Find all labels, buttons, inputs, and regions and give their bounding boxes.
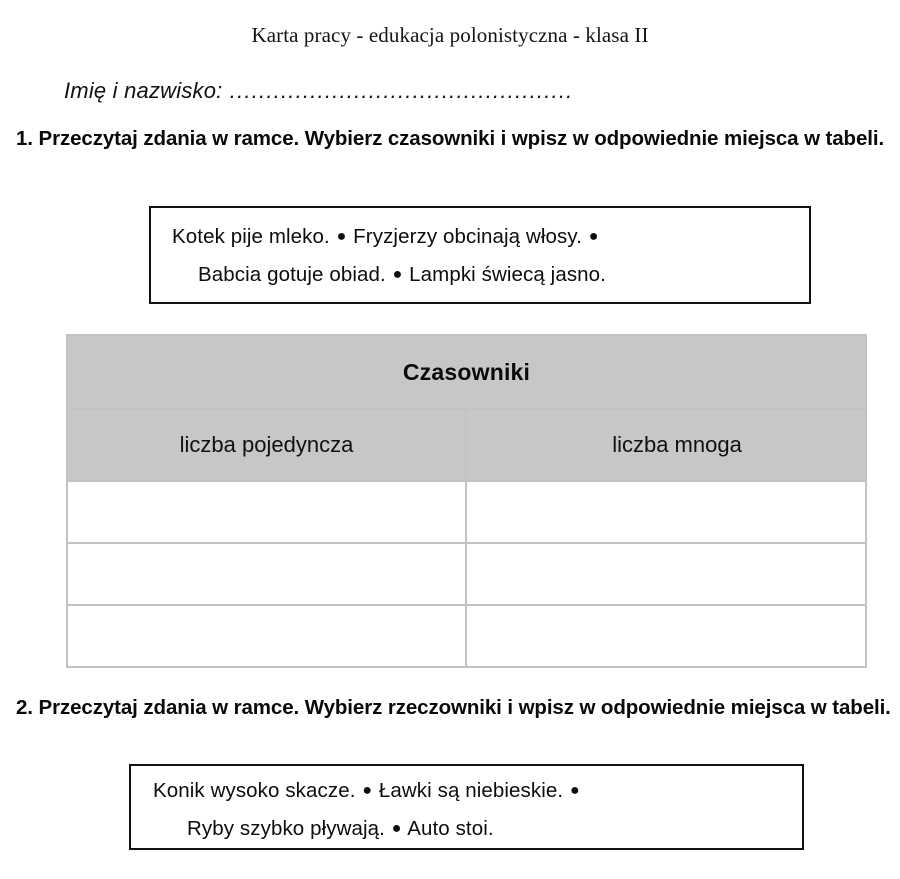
name-field-label: Imię i nazwisko: [64, 78, 223, 103]
page-title: Karta pracy - edukacja polonistyczna - klasa II [251, 23, 649, 47]
czasowniki-table [66, 334, 867, 668]
sentence-text: Kotek pije mleko. [172, 225, 330, 248]
task-1-instruction: 1. Przeczytaj zdania w ramce. Wybierz czasowniki i wpisz w odpowiednie miejsca w tabeli. [16, 127, 885, 150]
task-1-sentence-box [149, 206, 811, 304]
bullet-separator-icon: ● [391, 820, 402, 837]
sentence-text: Konik wysoko skacze. [153, 779, 356, 802]
task-2-instruction: 2. Przeczytaj zdania w ramce. Wybierz rzeczowniki i wpisz w odpowiednie miejsca w tabeli. [16, 696, 891, 719]
bullet-separator-icon: ● [570, 782, 580, 799]
answer-cell-plural[interactable] [466, 543, 866, 605]
name-field-dotted-line: ............................................... [222, 78, 574, 103]
sentence-text: Lampki świecą jasno. [409, 263, 606, 286]
sentence-text: Ryby szybko pływają. [187, 817, 385, 840]
bullet-separator-icon: ● [362, 782, 373, 799]
bullet-separator-icon: ● [336, 228, 347, 245]
bullet-separator-icon: ● [392, 266, 403, 283]
table-main-header: Czasowniki [67, 335, 866, 409]
answer-cell-plural[interactable] [466, 605, 866, 667]
sentence-text: Ławki są niebieskie. [378, 779, 564, 802]
table-subheader-row [67, 409, 866, 481]
bullet-separator-icon: ● [588, 228, 599, 245]
column-header-plural: liczba mnoga [466, 409, 866, 481]
answer-cell-singular[interactable] [67, 543, 466, 605]
sentence-line [151, 256, 809, 294]
name-field-line [64, 78, 573, 104]
sentence-line [151, 218, 809, 256]
table-header-row [67, 335, 866, 409]
answer-cell-singular[interactable] [67, 481, 466, 543]
task-2-sentence-box [129, 764, 804, 850]
sentence-text: Fryzjerzy obcinają włosy. [353, 225, 582, 248]
sentence-line [131, 810, 802, 848]
table-row [67, 481, 866, 543]
answer-cell-singular[interactable] [67, 605, 466, 667]
sentence-text: Auto stoi. [407, 817, 494, 840]
column-header-singular: liczba pojedyncza [67, 409, 466, 481]
answer-cell-plural[interactable] [466, 481, 866, 543]
sentence-text: Babcia gotuje obiad. [198, 263, 386, 286]
table-row [67, 543, 866, 605]
table-row [67, 605, 866, 667]
sentence-line [131, 772, 802, 810]
